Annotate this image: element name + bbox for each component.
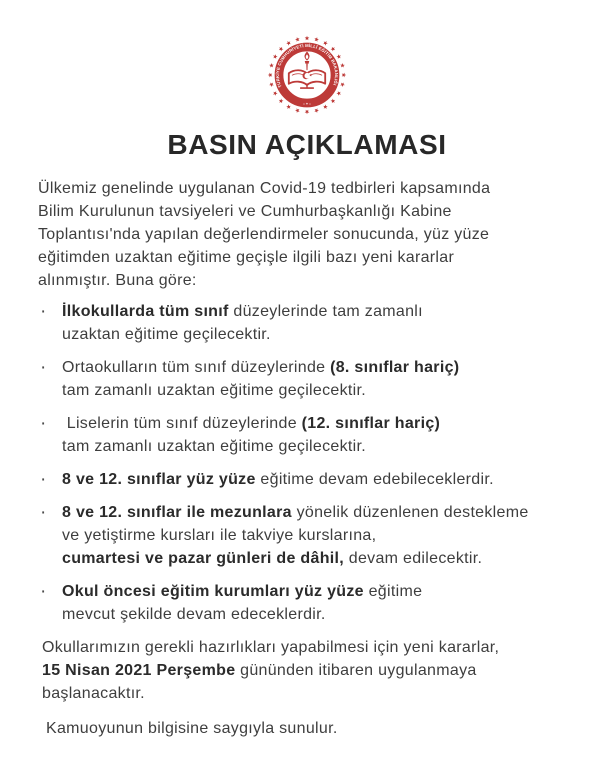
star-icon — [279, 99, 284, 104]
text: eğitime devam edebileceklerdir. — [255, 471, 494, 488]
logo-ring-text: TÜRKİYE CUMHURİYETİ MİLLÎ EĞİTİM BAKANLIĞI — [274, 42, 340, 89]
signoff-paragraph — [46, 717, 576, 740]
text-line — [42, 682, 576, 705]
star-icon — [305, 110, 310, 114]
text-line — [38, 200, 576, 223]
bold-text: 15 Nisan 2021 Perşembe — [42, 662, 236, 679]
text-line — [62, 323, 423, 346]
text-line — [38, 269, 576, 292]
star-icon — [286, 41, 291, 46]
page-title: BASIN AÇIKLAMASI — [167, 129, 447, 160]
bullet-dot-icon: · — [40, 301, 47, 322]
bullet-dot-icon: · — [40, 469, 47, 490]
star-icon — [340, 63, 345, 68]
meb-logo — [38, 33, 576, 119]
star-icon — [295, 108, 300, 113]
star-icon — [331, 47, 336, 52]
text: yönelik düzenlenen destekleme — [291, 504, 529, 521]
star-icon — [295, 37, 300, 42]
intro-paragraph — [38, 177, 576, 292]
text-line — [62, 435, 440, 458]
star-icon — [269, 63, 274, 68]
bullet-text — [62, 468, 494, 491]
bullet-dot-icon: · — [40, 502, 47, 523]
logo-bottom-ornament: • ✦ • — [303, 101, 311, 106]
bullet-item — [38, 412, 576, 458]
text-line — [38, 177, 576, 200]
star-icon — [268, 73, 272, 78]
text-line — [62, 468, 494, 491]
star-icon — [314, 108, 319, 113]
bullet-text — [62, 501, 529, 570]
text-line — [62, 580, 422, 603]
bullet-dot-icon: · — [40, 413, 47, 434]
bold-text: 8 ve 12. sınıflar ile mezunlara — [62, 504, 292, 521]
text: Ortaokulların tüm sınıf düzeylerinde — [62, 359, 331, 376]
star-icon — [273, 91, 278, 96]
bullet-item — [38, 501, 576, 570]
text: Kamuoyunun bilgisine saygıyla sunulur. — [46, 720, 338, 737]
text: Okullarımızın gerekli hazırlıkları yapabilmesi için yeni kararlar, — [42, 639, 500, 656]
bullet-text — [62, 300, 423, 346]
text: alınmıştır. Buna göre: — [38, 272, 197, 289]
text: devam edilecektir. — [344, 550, 483, 567]
text: mevcut şekilde devam edeceklerdir. — [62, 606, 326, 623]
text-line — [38, 246, 576, 269]
bullet-item — [38, 356, 576, 402]
text: gününden itibaren uygulanmaya — [235, 662, 477, 679]
text: eğitime — [363, 583, 423, 600]
star-icon — [305, 36, 310, 40]
text: düzeylerinde tam zamanlı — [228, 303, 423, 320]
text-line — [38, 223, 576, 246]
bold-text: 8 ve 12. sınıflar yüz yüze — [62, 471, 256, 488]
text: uzaktan eğitime geçilecektir. — [62, 326, 271, 343]
text: Toplantısı'nda yapılan değerlendirmeler sonucunda, yüz yüze — [38, 226, 490, 243]
star-icon — [314, 37, 319, 42]
text-line — [42, 659, 576, 682]
bold-text: (12. sınıflar hariç) — [301, 415, 441, 432]
star-icon — [323, 104, 328, 109]
star-icon — [279, 47, 284, 52]
bullet-item — [38, 468, 576, 491]
text: tam zamanlı uzaktan eğitime geçilecektir. — [62, 438, 366, 455]
text: ve yetiştirme kursları ile takviye kurslarına, — [62, 527, 377, 544]
text-line — [62, 603, 422, 626]
text-line — [62, 412, 440, 435]
bold-text: cumartesi ve pazar günleri de dâhil, — [62, 550, 345, 567]
text: başlanacaktır. — [42, 685, 145, 702]
bold-text: Okul öncesi eğitim kurumları yüz yüze — [62, 583, 364, 600]
star-icon — [269, 82, 274, 87]
bullet-text — [62, 580, 422, 626]
text: Liselerin tüm sınıf düzeylerinde — [62, 415, 302, 432]
text-line — [62, 356, 459, 379]
text-line — [46, 717, 576, 740]
text-line — [62, 524, 529, 547]
star-icon — [336, 91, 341, 96]
star-icon — [336, 54, 341, 59]
decision-list — [38, 300, 576, 626]
star-icon — [286, 104, 291, 109]
star-icon — [273, 54, 278, 59]
text-line — [62, 379, 459, 402]
closing-paragraph — [42, 636, 576, 705]
bold-text: İlkokullarda tüm sınıf — [62, 303, 229, 320]
meb-seal-svg — [265, 33, 349, 117]
bullet-text — [62, 412, 440, 458]
star-icon — [323, 41, 328, 46]
bullet-dot-icon: · — [40, 357, 47, 378]
bold-text: (8. sınıflar hariç) — [330, 359, 460, 376]
bullet-dot-icon: · — [40, 581, 47, 602]
text-line — [42, 636, 576, 659]
text: tam zamanlı uzaktan eğitime geçilecektir. — [62, 382, 366, 399]
text-line — [62, 300, 423, 323]
text: Ülkemiz genelinde uygulanan Covid-19 tedbirleri kapsamında — [38, 180, 491, 197]
star-icon — [342, 73, 346, 78]
bullet-item — [38, 580, 576, 626]
star-icon — [340, 82, 345, 87]
text-line — [62, 547, 529, 570]
bullet-text — [62, 356, 459, 402]
text-line — [62, 501, 529, 524]
bullet-item — [38, 300, 576, 346]
text: Bilim Kurulunun tavsiyeleri ve Cumhurbaşkanlığı Kabine — [38, 203, 452, 220]
text: eğitimden uzaktan eğitime geçişle ilgili bazı yeni kararlar — [38, 249, 455, 266]
star-icon — [331, 99, 336, 104]
